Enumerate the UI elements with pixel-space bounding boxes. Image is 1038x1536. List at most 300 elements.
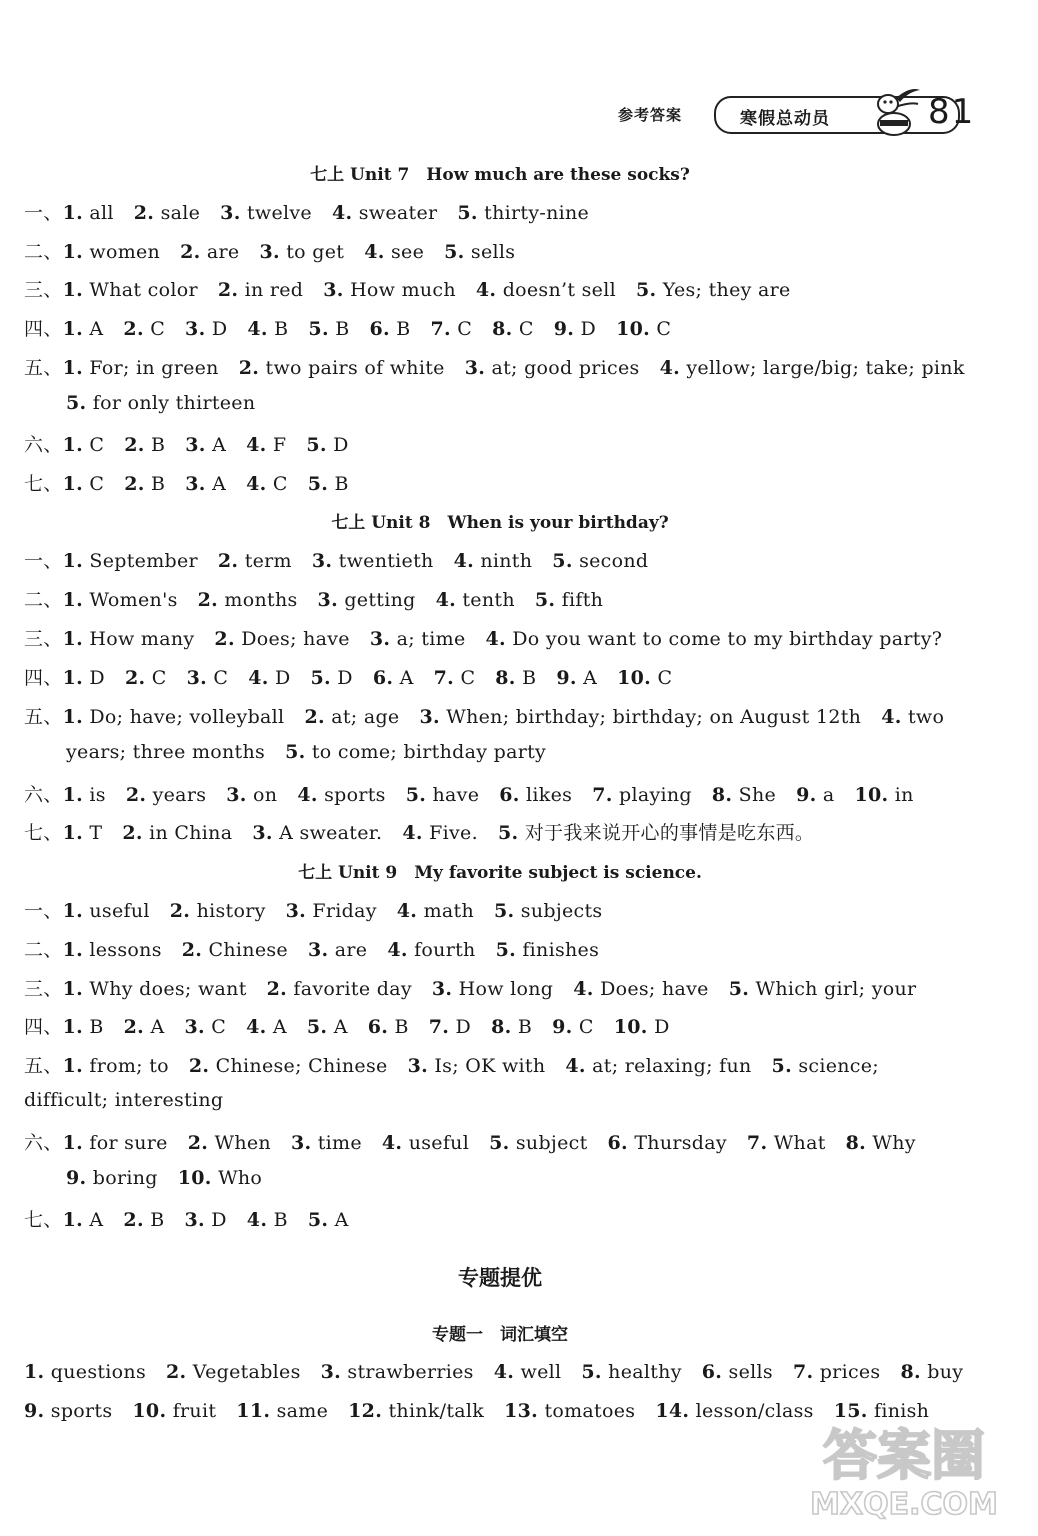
item-number: 10.: [177, 1167, 212, 1189]
answer-item: [489, 1132, 587, 1154]
answer-item: [124, 1016, 165, 1038]
answer-text: to come; birthday party: [311, 741, 547, 763]
answer-text: B: [396, 318, 411, 340]
answer-text: For; in green: [89, 357, 219, 379]
item-number: 2.: [166, 1361, 187, 1383]
question-number: 二、: [24, 939, 63, 961]
answer-item: [465, 357, 640, 379]
answer-text: Does; have: [600, 978, 709, 1000]
item-number: 1.: [62, 978, 84, 1000]
answer-item: [504, 1400, 635, 1422]
answer-item: [581, 1361, 681, 1383]
answer-item: [178, 1167, 262, 1189]
item-number: 4.: [402, 822, 423, 844]
answer-item: [308, 939, 367, 961]
item-number: 5.: [310, 667, 331, 689]
answer-text: A: [150, 1016, 165, 1038]
item-number: 1.: [62, 706, 84, 728]
answer-item: [184, 1209, 226, 1231]
answer-item: [63, 318, 104, 340]
item-number: 4.: [381, 1132, 403, 1154]
item-number: 3.: [317, 589, 338, 611]
answer-item: [436, 589, 515, 611]
question-number: 一、: [24, 550, 63, 572]
answer-item: [246, 473, 288, 495]
answer-item: [592, 784, 692, 806]
item-number: 10.: [616, 318, 651, 340]
answer-item: [63, 202, 114, 224]
item-number: 4.: [435, 589, 457, 611]
answer-text: in China: [149, 822, 233, 844]
answer-item: [434, 667, 476, 689]
item-number: 1.: [62, 900, 84, 922]
item-number: 8.: [711, 784, 733, 806]
answer-item: [854, 784, 913, 806]
item-number: 3.: [186, 667, 207, 689]
item-number: 5.: [307, 473, 329, 495]
item-number: 15.: [833, 1400, 868, 1422]
item-number: 1.: [62, 434, 84, 456]
answer-text: How many: [89, 628, 195, 650]
answer-text: fourth: [414, 939, 476, 961]
answer-line: [24, 430, 349, 457]
answer-item: [323, 279, 456, 301]
answer-item: [368, 1016, 409, 1038]
item-number: 2.: [124, 434, 145, 456]
answer-item: [259, 241, 344, 263]
answer-text: C: [89, 473, 105, 495]
item-number: 5.: [493, 900, 515, 922]
answer-text: have: [432, 784, 480, 806]
answer-line: [24, 935, 599, 962]
item-number: 4.: [881, 706, 902, 728]
answer-item: [408, 1055, 546, 1077]
item-number: 1.: [62, 1209, 84, 1231]
answer-text: F: [272, 434, 287, 456]
answer-text: a; time: [396, 628, 466, 650]
item-number: 3.: [290, 1132, 312, 1154]
answer-item: [312, 550, 434, 572]
answer-text: Does; have: [241, 628, 350, 650]
answer-text: A: [212, 434, 227, 456]
answer-item: [614, 1016, 670, 1038]
item-number: 2.: [124, 473, 145, 495]
answer-text: A: [399, 667, 414, 689]
item-number: 2.: [304, 706, 325, 728]
answer-line: [24, 1128, 916, 1155]
answer-item: [24, 1361, 146, 1383]
answer-text: C: [151, 667, 167, 689]
answer-text: sports: [324, 784, 386, 806]
answer-text: C: [457, 318, 473, 340]
item-number: 1.: [62, 822, 84, 844]
item-number: 2.: [266, 978, 288, 1000]
item-number: 2.: [238, 357, 260, 379]
answer-item: [246, 1016, 287, 1038]
item-number: 9.: [66, 1167, 87, 1189]
item-number: 2.: [181, 939, 203, 961]
answer-item: [308, 473, 349, 495]
answer-item: [318, 589, 416, 611]
item-number: 2.: [187, 1132, 209, 1154]
item-number: 1.: [62, 357, 84, 379]
answer-text: women: [89, 241, 161, 263]
answer-item: [900, 1361, 963, 1383]
answer-item: [252, 822, 382, 844]
answer-text: Chinese: [208, 939, 288, 961]
answer-text: tomatoes: [544, 1400, 636, 1422]
item-number: 2.: [197, 589, 219, 611]
answer-item: [122, 822, 232, 844]
answer-text: history: [196, 900, 266, 922]
answer-text: Who: [218, 1167, 263, 1189]
answer-item: [712, 784, 776, 806]
item-number: 3.: [369, 628, 391, 650]
answer-text: second: [579, 550, 649, 572]
answer-text: Five.: [429, 822, 478, 844]
answer-item: [406, 784, 480, 806]
answer-text: fruit: [172, 1400, 217, 1422]
item-number: 8.: [900, 1361, 921, 1383]
item-number: 4.: [453, 550, 475, 572]
answer-text: Which girl; your: [755, 978, 917, 1000]
answer-item: [63, 473, 105, 495]
answer-item: [63, 900, 150, 922]
answer-line: [24, 974, 916, 1001]
answer-item: [616, 318, 671, 340]
item-number: 3.: [185, 318, 206, 340]
answer-text: A: [334, 1209, 349, 1231]
item-number: 5.: [497, 822, 519, 844]
answer-item: [285, 741, 546, 763]
answer-text: B: [517, 1016, 533, 1038]
item-number: 4.: [246, 434, 267, 456]
answer-item: [429, 1016, 471, 1038]
item-number: 2.: [214, 628, 235, 650]
answer-item: [187, 667, 229, 689]
answer-text: sports: [50, 1400, 113, 1422]
item-number: 4.: [573, 978, 594, 1000]
answer-item: [63, 1016, 104, 1038]
answer-text: September: [89, 550, 198, 572]
answer-item: [132, 1400, 216, 1422]
answer-text: T: [89, 822, 103, 844]
item-number: 4.: [246, 1209, 268, 1231]
answer-text: She: [738, 784, 777, 806]
item-number: 5.: [285, 741, 306, 763]
answer-text: A: [583, 667, 598, 689]
item-number: 6.: [372, 667, 394, 689]
answer-line: [66, 392, 255, 414]
answer-text: C: [518, 318, 534, 340]
answer-item: [307, 1016, 348, 1038]
answer-item: [170, 900, 266, 922]
answer-text: getting: [344, 589, 416, 611]
answer-item: [846, 1132, 916, 1154]
answer-item: [308, 318, 349, 340]
answer-text: A: [212, 473, 227, 495]
item-number: 8.: [491, 1016, 512, 1038]
answer-item: [308, 1209, 349, 1231]
answer-item: [321, 1361, 474, 1383]
item-number: 9.: [553, 318, 575, 340]
answer-line: [24, 663, 672, 690]
answer-text: Yes; they are: [662, 279, 791, 301]
answer-text: yellow; large/big; take; pink: [686, 357, 965, 379]
item-number: 1.: [62, 939, 84, 961]
answer-item: [63, 1132, 168, 1154]
reference-answer-label: 参考答案: [618, 106, 683, 124]
item-number: 7.: [746, 1132, 768, 1154]
answer-text: D: [580, 318, 597, 340]
answer-item: [218, 550, 292, 572]
answer-text: years: [152, 784, 207, 806]
answer-text: lesson/class: [695, 1400, 814, 1422]
answer-text: are: [206, 241, 240, 263]
answer-item: [402, 822, 478, 844]
item-number: 1.: [62, 241, 84, 263]
answer-item: [348, 1400, 484, 1422]
answer-text: healthy: [608, 1361, 682, 1383]
answer-item: [306, 434, 348, 456]
answer-item: [247, 1209, 288, 1231]
answer-text: are: [334, 939, 368, 961]
item-number: 2.: [217, 550, 239, 572]
answer-item: [304, 706, 399, 728]
answer-item: [188, 1132, 271, 1154]
item-number: 2.: [123, 1209, 144, 1231]
answer-text: finishes: [522, 939, 600, 961]
answer-item: [494, 1361, 562, 1383]
item-number: 14.: [655, 1400, 690, 1422]
answer-item: [189, 1055, 388, 1077]
item-number: 5.: [534, 589, 556, 611]
answer-text: sweater: [358, 202, 438, 224]
item-number: 4.: [475, 279, 497, 301]
answer-text: on: [253, 784, 278, 806]
answer-line: [24, 624, 942, 651]
answer-text: buy: [927, 1361, 964, 1383]
item-number: 1.: [24, 1361, 45, 1383]
item-number: 3.: [259, 241, 280, 263]
item-number: 3.: [184, 1209, 205, 1231]
answer-text: Thursday: [634, 1132, 727, 1154]
item-number: 5.: [457, 202, 478, 224]
answer-item: [364, 241, 424, 263]
answer-text: A sweater.: [279, 822, 383, 844]
item-number: 8.: [492, 318, 513, 340]
answer-item: [63, 1055, 169, 1077]
item-number: 7.: [792, 1361, 814, 1383]
answer-item: [126, 784, 206, 806]
answer-item: [552, 1016, 594, 1038]
answer-text: C: [150, 318, 166, 340]
item-number: 4.: [246, 473, 267, 495]
item-number: 3.: [320, 1361, 342, 1383]
item-number: 1.: [62, 550, 84, 572]
answer-item: [370, 628, 466, 650]
answer-text: at; good prices: [491, 357, 640, 379]
answer-text: D: [337, 667, 353, 689]
answer-text: D: [654, 1016, 670, 1038]
item-number: 10.: [132, 1400, 167, 1422]
item-number: 5.: [581, 1361, 602, 1383]
answer-item: [476, 279, 616, 301]
answer-item: [185, 473, 226, 495]
item-number: 7.: [430, 318, 451, 340]
question-number: 五、: [24, 1055, 63, 1077]
item-number: 9.: [556, 667, 577, 689]
question-number: 七、: [24, 473, 63, 495]
answer-line: [24, 198, 589, 225]
answer-item: [554, 318, 596, 340]
answer-item: [291, 1132, 362, 1154]
answer-item: [248, 667, 290, 689]
answer-item: [185, 318, 227, 340]
question-number: 三、: [24, 978, 63, 1000]
item-number: 5.: [308, 318, 329, 340]
answer-text: Why does; want: [89, 978, 247, 1000]
answer-text: Do you want to come to my birthday party?: [512, 628, 943, 650]
answer-item: [660, 357, 965, 379]
answer-text: Do; have; volleyball: [89, 706, 285, 728]
answer-line: [66, 741, 546, 763]
answer-item: [552, 550, 648, 572]
item-number: 6.: [369, 318, 390, 340]
answer-item: [185, 434, 226, 456]
answer-text: A: [89, 318, 104, 340]
item-number: 7.: [428, 1016, 450, 1038]
answer-item: [485, 628, 942, 650]
answer-item: [214, 628, 349, 650]
answer-text: finish: [874, 1400, 930, 1422]
answer-text: D: [211, 318, 228, 340]
answer-line: [24, 469, 349, 496]
item-number: 3.: [285, 900, 307, 922]
answer-text: years; three months: [66, 741, 266, 763]
answer-item: [431, 318, 473, 340]
answer-line: [24, 275, 791, 302]
answer-text: B: [394, 1016, 409, 1038]
answer-text: B: [334, 473, 349, 495]
item-number: 4.: [565, 1055, 586, 1077]
answer-text: Friday: [312, 900, 377, 922]
answer-text: B: [151, 434, 166, 456]
answer-item: [124, 434, 165, 456]
answer-item: [66, 1167, 158, 1189]
answer-item: [226, 784, 277, 806]
answer-item: [382, 1132, 469, 1154]
answer-item: [498, 822, 814, 844]
answer-line: [24, 1051, 879, 1078]
answer-item: [63, 706, 285, 728]
answer-item: [457, 202, 589, 224]
item-number: 4.: [396, 900, 418, 922]
answer-text: in red: [244, 279, 304, 301]
answer-item: [608, 1132, 727, 1154]
item-number: 7.: [433, 667, 455, 689]
question-number: 五、: [24, 706, 63, 728]
answer-item: [63, 822, 103, 844]
item-number: 4.: [659, 357, 681, 379]
answer-item: [166, 1361, 301, 1383]
answer-text: D: [333, 434, 349, 456]
watermark-logo: [786, 1412, 1016, 1522]
answer-text: subjects: [520, 900, 603, 922]
answer-text: prices: [819, 1361, 881, 1383]
answer-text: B: [522, 667, 537, 689]
item-number: 5.: [495, 939, 516, 961]
item-number: 9.: [796, 784, 817, 806]
answer-text: difficult; interesting: [24, 1089, 224, 1111]
item-number: 9.: [24, 1400, 45, 1422]
answer-text: science;: [798, 1055, 879, 1077]
answer-text: Is; OK with: [434, 1055, 546, 1077]
answer-text: ninth: [480, 550, 533, 572]
answer-item: [432, 978, 553, 1000]
answer-line: [24, 1012, 670, 1039]
answer-text: a: [822, 784, 835, 806]
item-number: 8.: [845, 1132, 867, 1154]
answer-text: C: [460, 667, 476, 689]
unit9-title: 七上 Unit 9 My favorite subject is science.: [298, 863, 702, 883]
answer-item: [246, 434, 286, 456]
item-number: 3.: [220, 202, 241, 224]
answer-line: [24, 353, 965, 380]
question-number: 三、: [24, 279, 63, 301]
answer-item: [419, 706, 861, 728]
answer-item: [63, 1209, 104, 1231]
answer-item: [397, 900, 474, 922]
item-number: 4.: [485, 628, 506, 650]
answer-text: tenth: [462, 589, 515, 611]
question-number: 二、: [24, 241, 63, 263]
answer-item: [63, 241, 160, 263]
answer-item: [123, 318, 165, 340]
answer-line: [24, 546, 648, 573]
item-number: 2.: [124, 667, 146, 689]
item-number: 1.: [62, 589, 84, 611]
item-number: 3.: [407, 1055, 429, 1077]
item-number: 1.: [62, 1055, 84, 1077]
item-number: 7.: [592, 784, 613, 806]
answer-text: D: [211, 1209, 227, 1231]
item-number: 3.: [323, 279, 344, 301]
answer-text: boring: [92, 1167, 158, 1189]
answer-item: [444, 241, 515, 263]
answer-text: fifth: [561, 589, 604, 611]
item-number: 2.: [169, 900, 191, 922]
item-number: 3.: [431, 978, 453, 1000]
answer-text: B: [274, 318, 289, 340]
special-topic-subtitle: 专题一 词汇填空: [432, 1325, 568, 1345]
answer-text: When; birthday; birthday; on August 12th: [446, 706, 862, 728]
item-number: 5.: [728, 978, 750, 1000]
item-number: 4.: [248, 667, 269, 689]
answer-item: [63, 357, 219, 379]
item-number: 4.: [387, 939, 408, 961]
answer-text: D: [89, 667, 105, 689]
question-number: 七、: [24, 822, 63, 844]
answer-text: for only thirteen: [92, 392, 256, 414]
item-number: 10.: [854, 784, 889, 806]
answer-text: sells: [470, 241, 516, 263]
answer-item: [565, 1055, 751, 1077]
item-number: 9.: [552, 1016, 573, 1038]
item-number: 12.: [348, 1400, 383, 1422]
answer-text: favorite day: [293, 978, 412, 1000]
item-number: 1.: [62, 202, 84, 224]
